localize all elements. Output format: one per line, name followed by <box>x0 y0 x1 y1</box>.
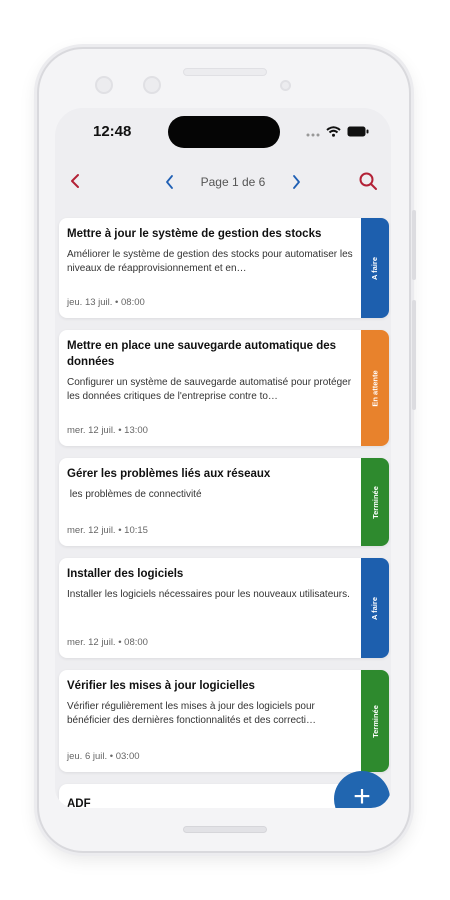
chevron-right-icon <box>289 172 303 192</box>
status-label: Terminée <box>370 485 380 519</box>
back-button[interactable] <box>65 170 87 192</box>
chevron-left-icon <box>163 172 177 192</box>
task-date: mer. 12 juil. • 08:00 <box>67 637 148 648</box>
page-indicator: Page 1 de 6 <box>200 175 266 189</box>
task-title: Vérifier les mises à jour logicielles <box>67 680 255 692</box>
task-card-body <box>67 796 355 808</box>
status-tab <box>361 670 389 772</box>
status-label: A faire <box>370 256 380 280</box>
task-card-body <box>67 566 355 658</box>
search-icon <box>357 170 379 192</box>
task-card[interactable] <box>59 218 389 318</box>
phone-sensor-small <box>280 80 291 91</box>
phone-sensor <box>143 76 161 94</box>
status-icons <box>306 124 369 142</box>
pagination <box>163 170 303 194</box>
app-screen <box>55 108 391 808</box>
status-bar <box>55 108 391 158</box>
wifi-icon <box>326 124 341 142</box>
status-label: Terminée <box>370 704 380 738</box>
status-time: 12:48 <box>93 123 132 140</box>
task-card-body <box>67 466 355 546</box>
task-title: Mettre en place une sauvegarde automatique des données <box>67 340 337 368</box>
task-title: Mettre à jour le système de gestion des stocks <box>67 228 322 240</box>
status-tab <box>361 558 389 658</box>
task-card-body <box>67 338 355 446</box>
dynamic-island <box>168 116 280 148</box>
task-date: jeu. 6 juil. • 03:00 <box>67 751 140 762</box>
task-card-body <box>67 226 355 318</box>
status-tab <box>361 330 389 446</box>
task-card[interactable] <box>59 330 389 446</box>
task-card[interactable] <box>59 458 389 546</box>
add-task-button[interactable]: + <box>334 771 390 808</box>
task-date: jeu. 13 juil. • 08:00 <box>67 297 145 308</box>
task-description: Vérifier régulièrement les mises à jour des logiciels pour bénéficier des dernières fonctionnalités et des correcti… <box>67 701 317 726</box>
phone-home-indicator <box>183 826 267 833</box>
battery-icon <box>347 124 369 142</box>
task-description: Installer les logiciels nécessaires pour les nouveaux utilisateurs. <box>67 589 350 600</box>
phone-speaker <box>183 68 267 76</box>
task-card[interactable] <box>59 558 389 658</box>
signal-icon <box>306 124 320 142</box>
next-page-button[interactable] <box>289 172 303 192</box>
status-tab <box>361 218 389 318</box>
task-title: ADF <box>67 798 91 808</box>
task-description: Améliorer le système de gestion des stocks pour automatiser les niveaux de réapprovisionnement et en… <box>67 249 353 274</box>
status-tab <box>361 458 389 546</box>
previous-page-button[interactable] <box>163 172 177 192</box>
task-description: Configurer un système de sauvegarde automatisé pour protéger les données critiques de l'entreprise contre to… <box>67 377 352 402</box>
task-card-body <box>67 678 355 772</box>
search-button[interactable] <box>357 170 379 192</box>
top-navigation <box>55 168 391 198</box>
task-title: Gérer les problèmes liés aux réseaux <box>67 468 271 480</box>
phone-side-button <box>412 300 416 410</box>
task-date: mer. 12 juil. • 13:00 <box>67 425 148 436</box>
phone-camera <box>95 76 113 94</box>
task-card[interactable] <box>59 670 389 772</box>
task-description: les problèmes de connectivité <box>67 489 202 500</box>
status-label: A faire <box>370 596 380 620</box>
status-label: En attente <box>370 369 380 407</box>
task-date: mer. 12 juil. • 10:15 <box>67 525 148 536</box>
chevron-left-icon <box>65 170 87 192</box>
phone-side-button <box>412 210 416 280</box>
task-title: Installer des logiciels <box>67 568 184 580</box>
